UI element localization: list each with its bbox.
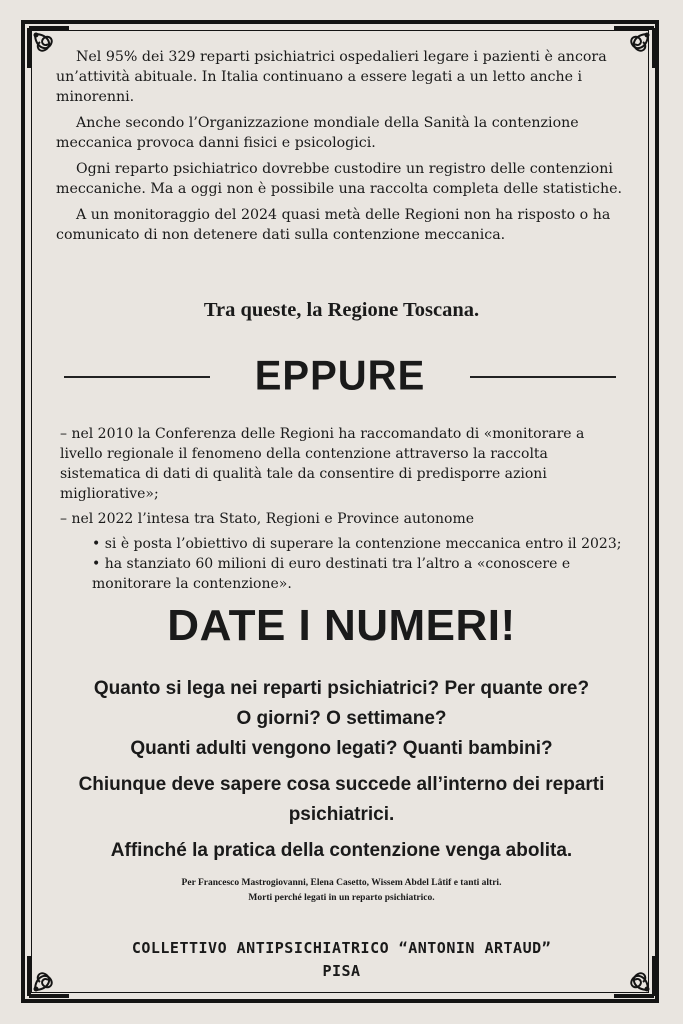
- signature-city: PISA: [322, 962, 361, 980]
- intro-paragraph: A un monitoraggio del 2024 quasi metà delle Regioni non ha risposto o ha comunicato di non detenere dati sulla contenzione meccanica.: [56, 207, 611, 243]
- eppure-heading: EPPURE: [254, 352, 426, 400]
- eppure-heading-row: [64, 354, 616, 402]
- question-days: O giorni? O settimane?: [236, 708, 447, 729]
- signature: [0, 937, 683, 983]
- intro-paragraph: Anche secondo l’Organizzazione mondiale della Sanità la contenzione meccanica provoca danni fisici e psicologici.: [56, 115, 579, 151]
- point-2010: – nel 2010 la Conferenza delle Regioni ha raccomandato di «monitorare a livello regionale il fenomeno della contenzione attraverso la raccolta sistematica di dati di qualità tale da consentire di predisporre azioni migliorative»;: [60, 426, 585, 502]
- statement-abolish: Affinché la pratica della contenzione venga abolita.: [110, 840, 573, 861]
- sub-point-goal: • si è posta l’obiettivo di superare la contenzione meccanica entro il 2023;: [92, 536, 622, 552]
- dedication-names: Per Francesco Mastrogiovanni, Elena Casetto, Wissem Abdel Lâtif e tanti altri.: [181, 878, 502, 888]
- dedication: [0, 876, 683, 906]
- sub-point-funding: • ha stanziato 60 milioni di euro destinati tra l’altro a «conoscere e monitorare la contenzione».: [92, 556, 571, 592]
- dedication-reason: Morti perché legati in un reparto psichiatrico.: [248, 893, 435, 903]
- signature-collective: COLLETTIVO ANTIPSICHIATRICO “ANTONIN ARTAUD”: [131, 939, 552, 957]
- point-2022: – nel 2022 l’intesa tra Stato, Regioni e Province autonome: [60, 511, 475, 527]
- divider-right: [470, 376, 616, 378]
- date-i-numeri-heading: DATE I NUMERI!: [167, 601, 516, 650]
- regione-toscana-line: Tra queste, la Regione Toscana.: [203, 299, 480, 321]
- intro-section: [56, 47, 628, 251]
- question-adults-children: Quanti adulti vengono legati? Quanti bambini?: [130, 738, 553, 759]
- statement-everyone-knows: Chiunque deve sapere cosa succede all’interno dei reparti psichiatrici.: [78, 774, 605, 825]
- intro-paragraph: Nel 95% dei 329 reparti psichiatrici ospedalieri legare i pazienti è ancora un’attività abituale. In Italia continuano a essere legati a un letto anche i minorenni.: [56, 49, 607, 105]
- questions-section: [40, 674, 643, 866]
- question-hours: Quanto si lega nei reparti psichiatrici? Per quante ore?: [93, 678, 590, 699]
- points-list: [60, 424, 630, 594]
- intro-paragraph: Ogni reparto psichiatrico dovrebbe custodire un registro delle contenzioni meccaniche. Ma a oggi non è possibile una raccolta completa delle statistiche.: [56, 161, 623, 197]
